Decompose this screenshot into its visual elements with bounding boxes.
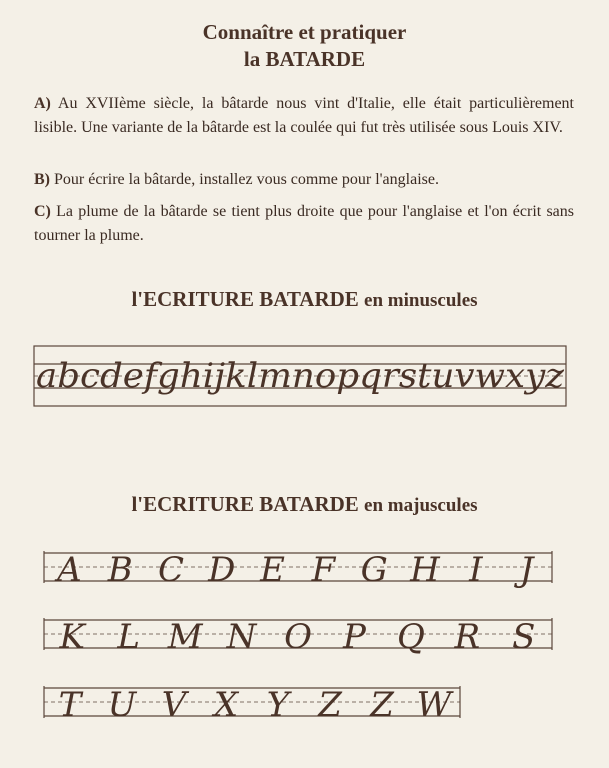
majuscule-letter: D	[208, 550, 236, 590]
paragraph-c-marker: C)	[34, 203, 51, 220]
majuscule-letter: L	[117, 617, 140, 657]
majuscules-row-3	[0, 680, 609, 732]
minuscules-heading-suffix: en minuscules	[364, 290, 478, 311]
paragraph-c-text: La plume de la bâtarde se tient plus droite que pour l'anglaise et l'on écrit sans tourner la plume.	[34, 203, 574, 244]
paragraph-a-marker: A)	[34, 95, 51, 112]
majuscule-letter: A	[57, 550, 82, 590]
majuscule-letter: S	[512, 617, 536, 657]
paragraph-a-text: Au XVIIème siècle, la bâtarde nous vint d'Italie, elle était particulièrement lisible. Une variante de la bâtarde est la coulée qui fut très utilisée sous Louis XIV.	[34, 95, 574, 136]
minuscules-heading-main: l'ECRITURE BATARDE	[131, 287, 359, 311]
paragraph-b-marker: B)	[34, 171, 50, 188]
majuscule-letter: O	[284, 617, 312, 657]
majuscule-letter: H	[410, 550, 440, 590]
majuscule-letter: V	[161, 685, 187, 725]
majuscule-letter: N	[226, 617, 257, 657]
minuscules-heading	[0, 287, 609, 312]
majuscule-letter: F	[311, 550, 336, 590]
majuscules-heading-suffix: en majuscules	[364, 495, 478, 516]
majuscule-letter: T	[58, 685, 82, 725]
majuscules-heading	[0, 492, 609, 517]
majuscule-letter: U	[107, 685, 137, 725]
majuscule-letter: B	[107, 550, 133, 590]
majuscule-letter: I	[469, 550, 483, 590]
majuscule-letter: P	[342, 617, 366, 657]
majuscule-letter: K	[59, 617, 85, 657]
page-title-line1: Connaître et pratiquer	[202, 20, 407, 44]
majuscule-letter: Z	[370, 685, 394, 725]
majuscule-letter: M	[167, 617, 203, 657]
majuscule-letter: G	[360, 550, 388, 590]
majuscule-letter: R	[454, 617, 481, 657]
minuscule-alphabet: abcdefghijklmnopqrstuvwxyz	[36, 356, 566, 396]
majuscules-row-2	[0, 612, 609, 664]
majuscule-letter: Z	[318, 685, 342, 725]
paragraph-a	[34, 92, 574, 140]
minuscules-band	[0, 340, 609, 420]
majuscule-letter: E	[260, 550, 286, 590]
majuscule-letter: Y	[266, 685, 290, 725]
majuscules-heading-main: l'ECRITURE BATARDE	[131, 492, 359, 516]
majuscule-letter: X	[213, 685, 239, 725]
majuscule-letter: J	[519, 550, 534, 590]
majuscule-letter: C	[157, 550, 185, 590]
paragraph-b	[34, 168, 574, 192]
paragraph-b-text: Pour écrire la bâtarde, installez vous comme pour l'anglaise.	[54, 171, 439, 188]
majuscules-row-1	[0, 545, 609, 597]
page-title-line2: la BATARDE	[243, 47, 366, 71]
paragraph-c	[34, 200, 574, 248]
majuscule-letter: Q	[396, 617, 425, 657]
majuscule-letter: W	[416, 685, 452, 725]
